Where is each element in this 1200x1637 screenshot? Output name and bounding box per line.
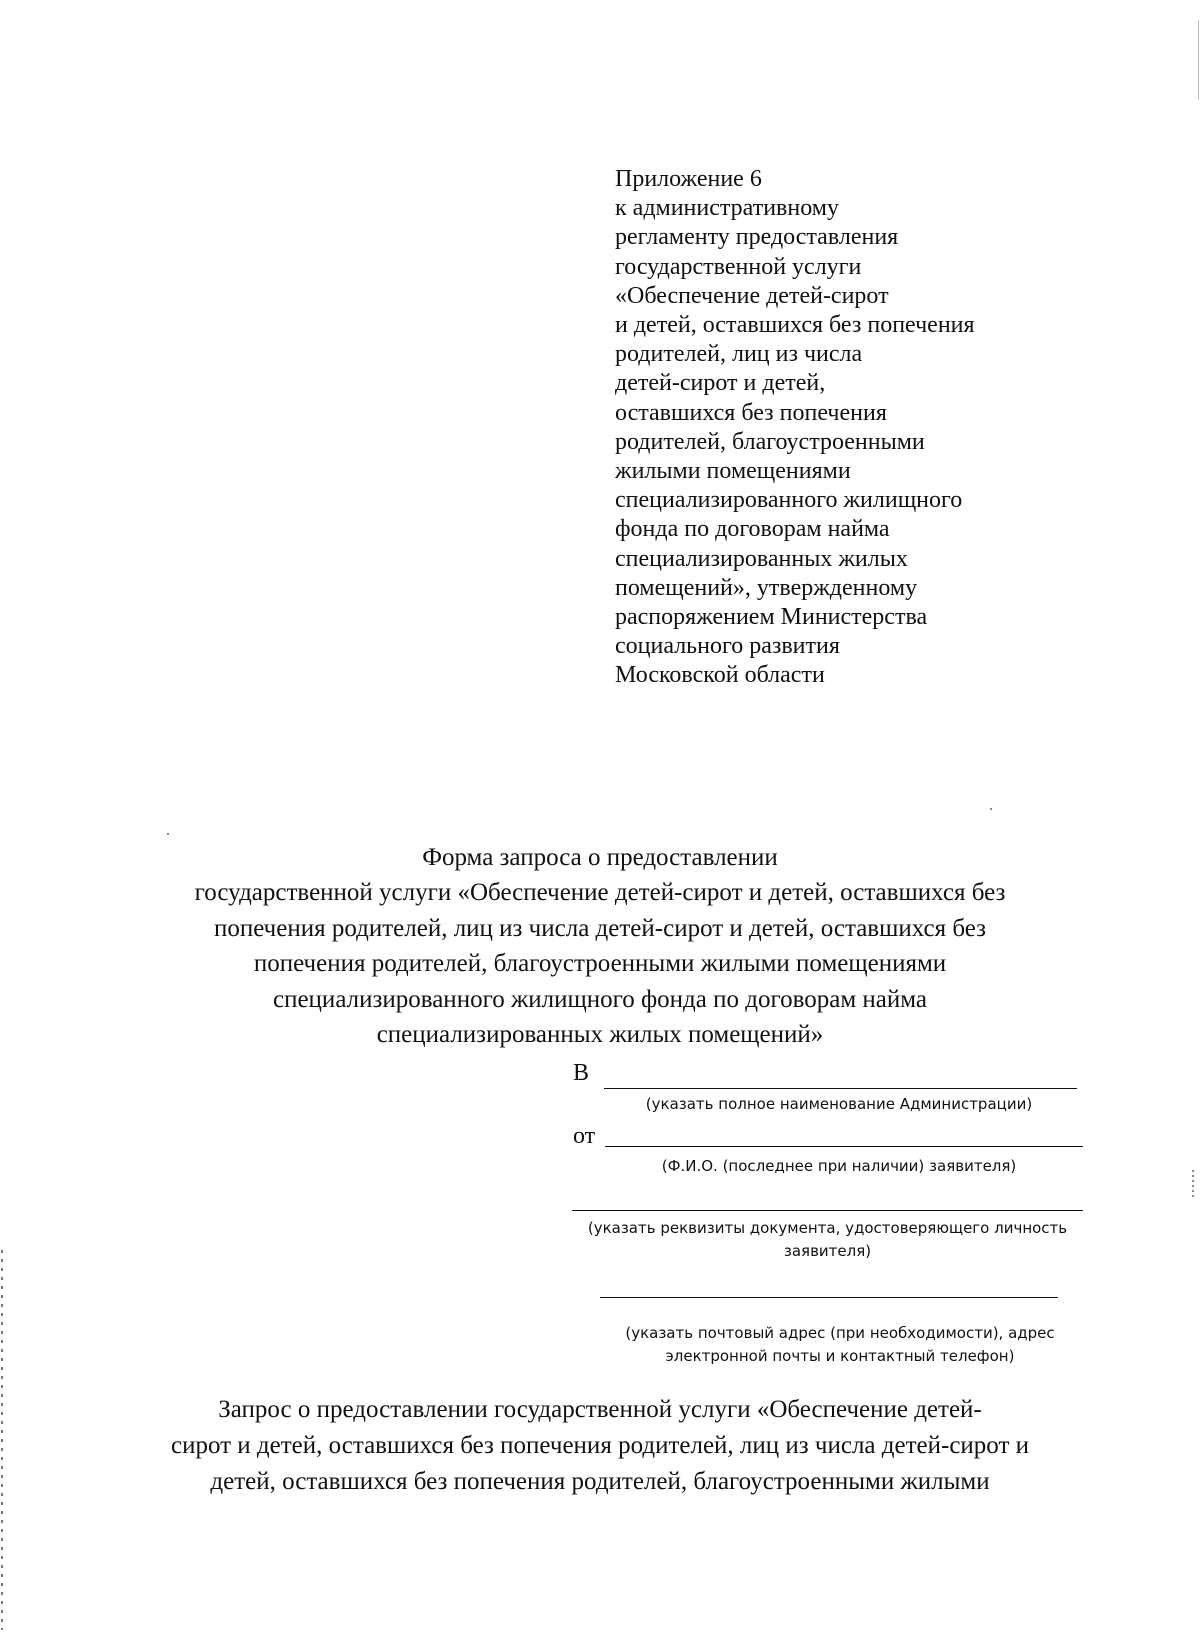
form-title-line: Форма запроса о предоставлении: [422, 844, 778, 871]
appendix-line: к административному: [615, 195, 839, 222]
appendix-line: Московской области: [615, 662, 825, 689]
appendix-header: [615, 165, 1175, 691]
from-prefix: от: [573, 1123, 596, 1149]
appendix-line: распоряжением Министерства: [615, 604, 928, 631]
to-prefix: В: [573, 1060, 590, 1086]
request-line: Запрос о предоставлении государственной услуги «Обеспечение детей-: [218, 1396, 982, 1423]
request-line: детей, оставшихся без попечения родителей, благоустроенными жилыми: [210, 1468, 990, 1495]
form-title-line: попечения родителей, благоустроенными жилыми помещениями: [253, 950, 947, 978]
appendix-line: «Обеспечение детей-сирот: [615, 282, 889, 309]
identity-document-field-line[interactable]: [572, 1210, 1083, 1211]
scan-edge-right-top: [1198, 20, 1199, 100]
identity-document-caption-1: (указать реквизиты документа, удостоверяющего личность: [587, 1219, 1068, 1237]
appendix-line: фонда по договорам найма: [615, 516, 890, 543]
to-caption: (указать полное наименование Администрации): [645, 1095, 1033, 1113]
form-title-line: попечения родителей, лиц из числа детей-сирот и детей, оставшихся без: [213, 914, 987, 942]
identity-document-caption-2: заявителя): [783, 1242, 872, 1260]
contact-caption-2: электронной почты и контактный телефон): [665, 1347, 1015, 1365]
from-caption: (Ф.И.О. (последнее при наличии) заявителя): [661, 1157, 1017, 1175]
to-field-line[interactable]: [604, 1088, 1077, 1089]
from-field-line[interactable]: [605, 1146, 1083, 1147]
form-title: [120, 840, 1080, 1052]
appendix-line: жилыми помещениями: [615, 458, 851, 485]
form-title-line: специализированных жилых помещений»: [376, 1021, 824, 1049]
request-paragraph: [120, 1392, 1080, 1500]
appendix-line: детей-сирот и детей,: [615, 370, 826, 397]
scan-speck: [167, 833, 169, 835]
contact-field-line[interactable]: [600, 1297, 1058, 1298]
appendix-line: государственной услуги: [615, 253, 862, 280]
appendix-line: специализированного жилищного: [615, 487, 963, 514]
appendix-line: родителей, лиц из числа: [615, 341, 863, 368]
appendix-line: родителей, благоустроенными: [615, 428, 925, 455]
scan-edge-left: [1, 1250, 3, 1630]
scan-speck: [990, 808, 992, 810]
appendix-line: оставшихся без попечения: [615, 399, 887, 426]
scan-edge-right: [1192, 1170, 1194, 1200]
form-title-line: специализированного жилищного фонда по договорам найма: [272, 985, 927, 1013]
contact-caption-1: (указать почтовый адрес (при необходимости), адрес: [625, 1324, 1055, 1342]
appendix-line: помещений», утвержденному: [615, 574, 918, 601]
appendix-line: Приложение 6: [615, 166, 762, 192]
appendix-line: и детей, оставшихся без попечения: [615, 312, 975, 339]
form-title-line: государственной услуги «Обеспечение детей-сирот и детей, оставшихся без: [194, 879, 1006, 907]
appendix-line: регламенту предоставления: [615, 224, 899, 251]
appendix-line: социального развития: [615, 633, 840, 660]
request-line: сирот и детей, оставшихся без попечения родителей, лиц из числа детей-сирот и: [170, 1432, 1030, 1459]
appendix-line: специализированных жилых: [615, 545, 908, 572]
